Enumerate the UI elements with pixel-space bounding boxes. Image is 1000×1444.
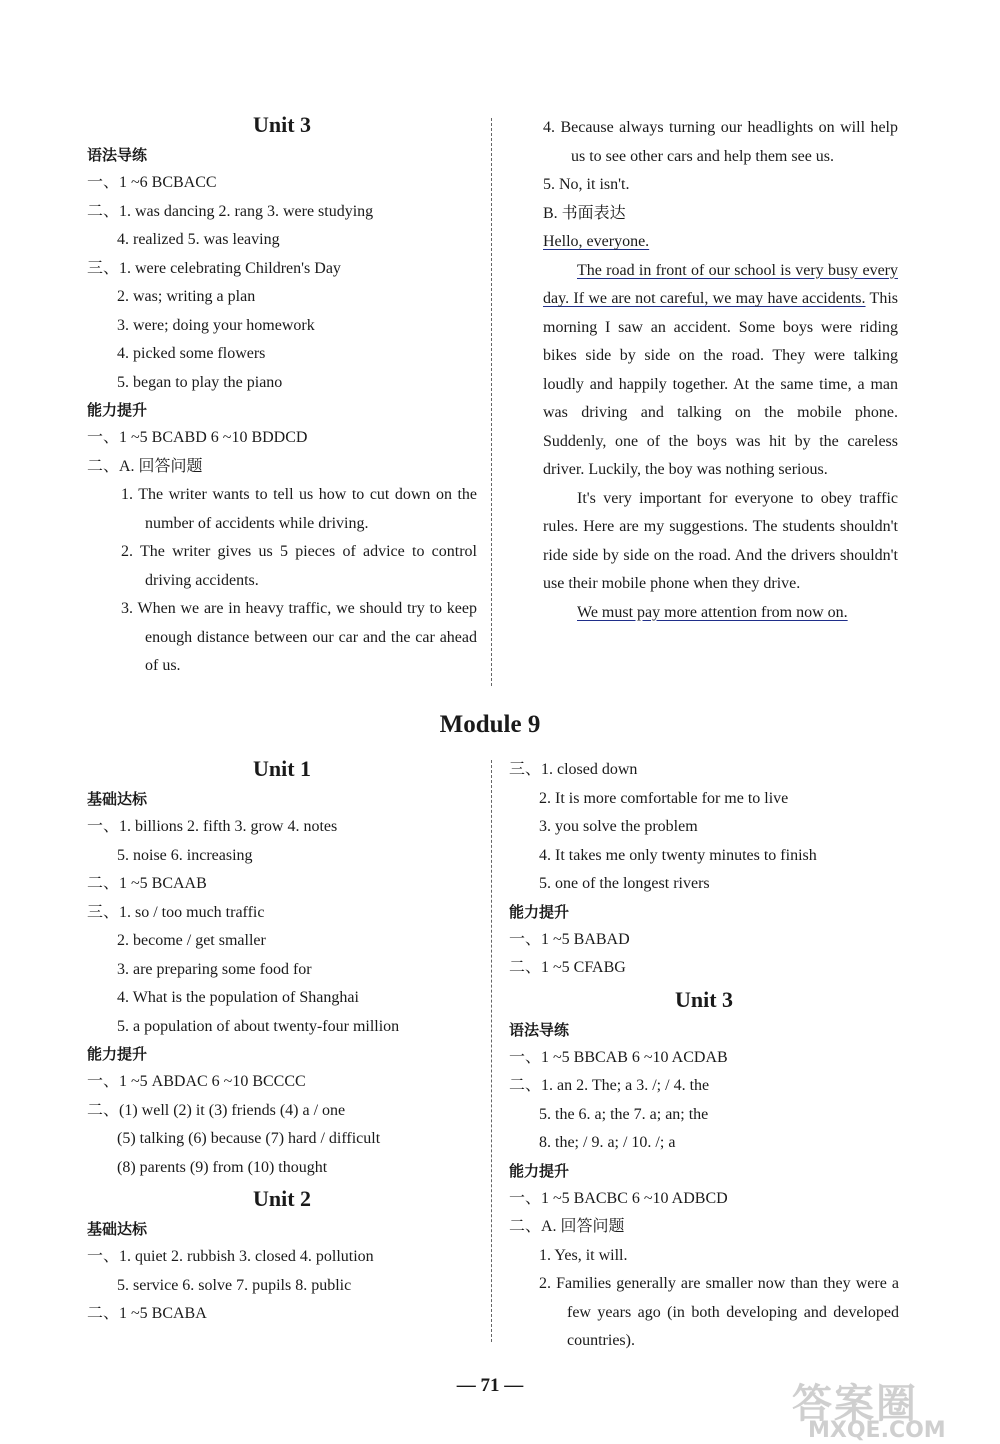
answer-line: 三、1. so / too much traffic: [87, 903, 265, 921]
answer-line: 4. picked some flowers: [117, 345, 266, 362]
writing-label: B. 书面表达: [543, 204, 626, 222]
section-heading-ability: 能力提升: [509, 1161, 570, 1180]
answer-line: 5. the 6. a; the 7. a; an; the: [539, 1105, 709, 1123]
essay-greeting: Hello, everyone.: [543, 233, 650, 250]
answer-line: 4. realized 5. was leaving: [117, 231, 280, 248]
answer-line: 二、1 ~5 BCAAB: [87, 875, 207, 892]
answer-paragraph: 1. The writer wants to tell us how to cut down on the number of accidents while driving.: [121, 486, 477, 532]
section-heading-basic: 基础达标: [87, 1220, 148, 1238]
watermark-logo: 答案圈: [792, 1381, 918, 1427]
answer-line: 二、A. 回答问题: [87, 457, 203, 475]
answer-paragraph: 2. The writer gives us 5 pieces of advice to control driving accidents.: [121, 543, 477, 589]
essay-paragraph-1: [543, 257, 898, 485]
section-heading-basic: 基础达标: [87, 790, 148, 808]
unit-title: Unit 3: [252, 112, 312, 137]
column-divider-top: [491, 118, 492, 686]
answer-line: 8. the; / 9. a; / 10. /; a: [539, 1134, 676, 1151]
answer-line: 一、1. quiet 2. rubbish 3. closed 4. pollution: [87, 1248, 374, 1265]
unit-title: Unit 1: [252, 756, 312, 781]
answer-line: 5. a population of about twenty-four million: [117, 1017, 400, 1035]
page-number: — 71 —: [456, 1375, 524, 1396]
answer-line: (5) talking (6) because (7) hard / difficult: [117, 1130, 381, 1147]
essay-body: This morning I saw an accident. Some boys were riding bikes side by side on the road. They were talking loudly and happily together. At the same time, a man was driving and talking on the mobile phone. Suddenly, one of the boys was hit by the careless driver. Luckily, the boy was nothing serious.: [543, 290, 899, 478]
bottom-left-column: [87, 756, 477, 1329]
answer-line: 二、1 ~5 CFABG: [509, 959, 626, 976]
answer-line: 一、1 ~6 BCBACC: [87, 174, 217, 191]
unit-title: Unit 3: [674, 986, 734, 1012]
column-divider-bottom: [491, 760, 492, 1342]
answer-line: (8) parents (9) from (10) thought: [117, 1158, 328, 1176]
answer-line: 5. service 6. solve 7. pupils 8. public: [117, 1276, 352, 1294]
answer-line: 一、1 ~5 ABDAC 6 ~10 BCCCC: [87, 1073, 306, 1090]
answer-line: 2. It is more comfortable for me to live: [539, 789, 789, 807]
answer-line: 5. No, it isn't.: [543, 176, 630, 193]
section-heading-grammar: 语法导练: [87, 146, 148, 164]
answer-line: 5. one of the longest rivers: [539, 875, 710, 892]
answer-line: 二、1. an 2. The; a 3. /; / 4. the: [509, 1077, 710, 1094]
section-heading-ability: 能力提升: [87, 401, 148, 419]
answer-line: 二、A. 回答问题: [509, 1218, 625, 1235]
answer-line: 1. Yes, it will.: [539, 1246, 628, 1264]
essay-closing: We must pay more attention from now on.: [577, 603, 848, 621]
answer-line: 2. become / get smaller: [117, 932, 266, 949]
answer-paragraph: 2. Families generally are smaller now than they were a few years ago (in both developing and developed countries).: [539, 1275, 899, 1349]
unit-title: Unit 2: [252, 1186, 312, 1211]
top-left-column: [87, 112, 477, 681]
section-heading-ability: 能力提升: [87, 1045, 148, 1063]
answer-line: 5. noise 6. increasing: [117, 846, 253, 864]
answer-line: 三、1. were celebrating Children's Day: [87, 259, 341, 277]
top-right-column: [543, 114, 898, 627]
answer-line: 2. was; writing a plan: [117, 288, 256, 305]
answer-line: 4. It takes me only twenty minutes to finish: [539, 846, 817, 864]
answer-line: 一、1 ~5 BACBC 6 ~10 ADBCD: [509, 1189, 728, 1207]
answer-line: 一、1 ~5 BBCAB 6 ~10 ACDAB: [509, 1048, 728, 1066]
answer-paragraph: 3. When we are in heavy traffic, we should try to keep enough distance between our car and the car ahead of us.: [121, 600, 477, 674]
answer-paragraph: 4. Because always turning our headlights on will help us to see other cars and help them see us.: [543, 119, 898, 165]
section-heading-grammar: 语法导练: [509, 1020, 570, 1039]
answer-line: 一、1. billions 2. fifth 3. grow 4. notes: [87, 818, 338, 835]
essay-intro-underlined: The road in front of our school is very busy every day. If we are not careful, we may have accidents.: [543, 261, 898, 307]
bottom-right-column: [509, 756, 899, 1356]
essay-paragraph-2: It's very important for everyone to obey traffic rules. Here are my suggestions. The students shouldn't ride side by side on the road. And the drivers shouldn't use their mobile phone when they drive.: [543, 489, 898, 592]
section-heading-ability: 能力提升: [509, 902, 570, 921]
answer-line: 4. What is the population of Shanghai: [117, 989, 359, 1006]
watermark-url: MXQE.COM: [808, 1418, 946, 1443]
answer-line: 二、1 ~5 BCABA: [87, 1305, 207, 1322]
answer-line: 3. were; doing your homework: [117, 316, 315, 334]
answer-line: 一、1 ~5 BCABD 6 ~10 BDDCD: [87, 429, 308, 446]
module-title: Module 9: [439, 711, 541, 738]
answer-line: 5. began to play the piano: [117, 373, 283, 391]
answer-line: 3. are preparing some food for: [117, 960, 312, 978]
answer-line: 二、(1) well (2) it (3) friends (4) a / one: [87, 1101, 346, 1119]
answer-line: 3. you solve the problem: [539, 818, 698, 835]
answer-line: 三、1. closed down: [509, 761, 638, 778]
answer-line: 二、1. was dancing 2. rang 3. were studying: [87, 202, 374, 220]
answer-line: 一、1 ~5 BABAD: [509, 930, 630, 948]
